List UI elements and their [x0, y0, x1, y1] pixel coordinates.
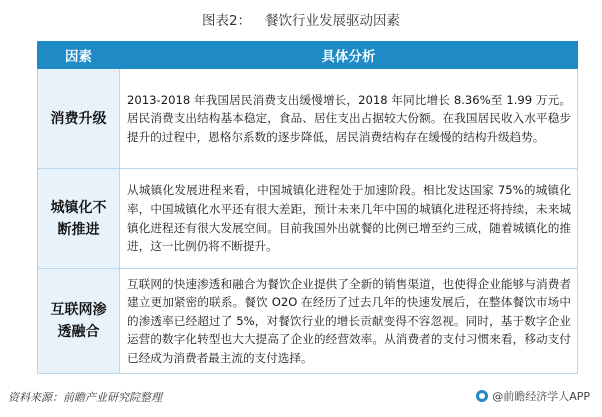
title-text: 餐饮行业发展驱动因素 — [265, 13, 401, 29]
title-label: 图表2： — [201, 13, 252, 29]
factor-cell — [38, 269, 120, 374]
drivers-table — [37, 41, 578, 374]
factor-label: 消费升级 — [50, 110, 107, 127]
analysis-cell: 从城镇化发展进程来看，中国城镇化进程处于加速阶段。相比发达国家 75%的城镇化率，中国城镇化水平还有很大差距，预计未来几年中国的城镇化进程还将持续，未来城镇化进程还有很大发展空间。目前我国外出就餐的比例已增至约三成，随着城镇化的推进，这一比例仍将不断提升。 — [120, 169, 578, 269]
source-note: 资料来源：前瞻产业研究院整理 — [8, 391, 162, 404]
factor-cell — [38, 69, 120, 169]
table-row — [38, 269, 578, 374]
analysis-cell: 2013-2018 年我国居民消费支出缓慢增长，2018 年同比增长 8.36%至 1.99 万元。居民消费支出结构基本稳定，食品、居住支出占据较大份额。在我国居民收入水平稳步提升的过程中，恩格尔系数的逐步降低，居民消费结构存在缓慢的结构升级趋势。 — [120, 69, 578, 169]
brand-logo-icon — [476, 390, 488, 402]
chart-title — [0, 9, 602, 29]
table-row — [38, 169, 578, 269]
brand-text: @前瞻经济学人APP — [492, 390, 590, 403]
factor-cell — [38, 169, 120, 269]
factor-label: 互联网渗透融合 — [50, 302, 107, 340]
header-factor: 因素 — [38, 42, 120, 69]
table-row — [38, 69, 578, 169]
header-analysis: 具体分析 — [120, 42, 578, 69]
table-header-row — [38, 42, 578, 69]
brand-watermark — [476, 388, 590, 404]
analysis-cell: 互联网的快速渗透和融合为餐饮企业提供了全新的销售渠道，也使得企业能够与消费者建立更加紧密的联系。餐饮 O2O 在经历了过去几年的快速发展后，在整体餐饮市场中的渗透率已经超过了 5%，对餐饮行业的增长贡献变得不容忽视。同时，基于数字企业运营的数字化转型也大大提高了企业的经营效率。从消费者的支付习惯来看，移动支付已经成为消费者最主流的支付选择。 — [120, 269, 578, 374]
factor-label: 城镇化不断推进 — [50, 199, 107, 238]
